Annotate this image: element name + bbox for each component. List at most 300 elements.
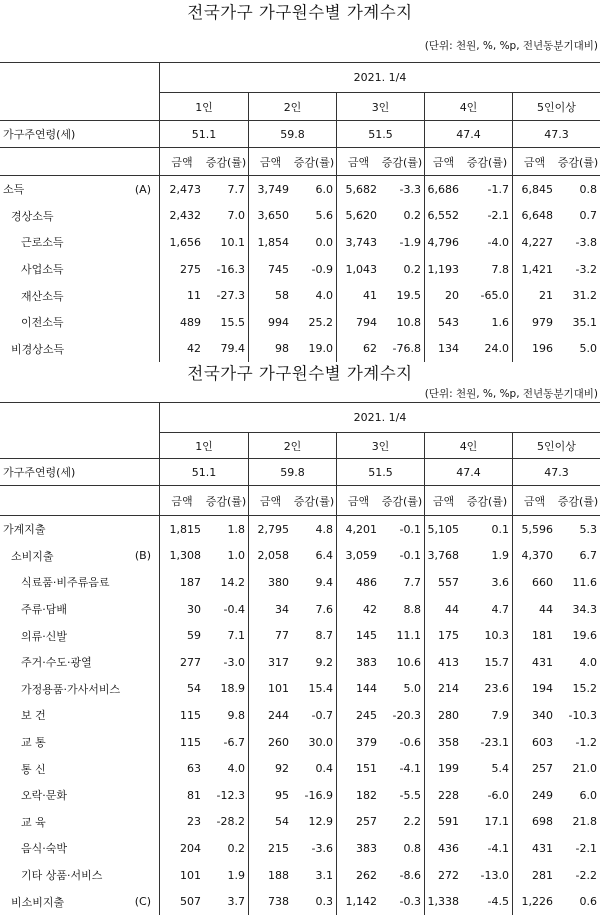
row-label-text: 비소비지출	[11, 895, 65, 909]
change-cell: 7.6	[315, 602, 333, 616]
change-cell: 12.9	[308, 815, 333, 829]
change-cell: 7.0	[227, 209, 245, 223]
change-cell: 7.7	[227, 182, 245, 196]
change-cell: 0.2	[403, 209, 421, 223]
age-value: 51.1	[160, 459, 248, 486]
row-label	[0, 862, 160, 889]
age-value: 47.3	[512, 121, 600, 148]
change-cell: -5.5	[399, 788, 421, 802]
change-cell: 8.8	[403, 602, 421, 616]
household-size-header: 4인	[424, 93, 512, 121]
amount-cell: 228	[424, 782, 462, 809]
period-header: 2021. 1/4	[160, 403, 600, 433]
amount-cell: 175	[424, 622, 462, 649]
change-header	[380, 148, 424, 176]
amount-cell: 1,815	[169, 522, 201, 536]
age-label-text: 가구주연령(세)	[3, 128, 76, 141]
change-cell: -0.4	[223, 602, 245, 616]
age-label-text: 가구주연령(세)	[3, 466, 76, 479]
change-header	[380, 486, 424, 516]
amount-cell: 101	[248, 676, 292, 703]
expenditure-table-title: 전국가구 가구원수별 가계수지	[187, 364, 413, 383]
row-label-text: 가계지출	[3, 523, 46, 537]
amount-cell: 1,142	[336, 888, 380, 915]
change-cell: -4.0	[487, 235, 509, 249]
age-value: 47.4	[424, 459, 512, 486]
row-label	[0, 282, 160, 309]
change-cell: 0.8	[403, 841, 421, 855]
change-cell: 17.1	[484, 815, 509, 829]
change-cell: -20.3	[392, 708, 421, 722]
change-cell: 21.0	[572, 762, 597, 776]
amount-cell: 260	[248, 729, 292, 756]
amount-cell: 42	[187, 342, 201, 356]
amount-cell: 44	[424, 596, 462, 623]
amount-cell: 77	[248, 622, 292, 649]
row-label-text: 보 건	[21, 709, 46, 723]
header-blank-cell	[0, 93, 160, 121]
expenditure-table-unit-note: (단위: 천원, %, %p, 전년동분기대비)	[424, 388, 598, 400]
amount-cell: 3,743	[336, 229, 380, 256]
change-cell: 3.7	[227, 895, 245, 909]
change-header-text: 증감(률)	[205, 494, 247, 508]
change-header	[556, 486, 600, 516]
change-cell: 19.6	[572, 629, 597, 643]
header-blank-cell	[0, 433, 160, 459]
row-label-text: 주거·수도·광열	[21, 656, 92, 670]
change-cell: -2.1	[487, 209, 509, 223]
row-label-text: 근로소득	[21, 236, 64, 250]
change-cell: 31.2	[572, 289, 597, 303]
change-cell: -23.1	[480, 735, 509, 749]
row-mark: (B)	[134, 549, 151, 563]
change-cell: 25.2	[308, 315, 333, 329]
amount-cell: 257	[512, 755, 556, 782]
change-cell: -6.0	[487, 788, 509, 802]
row-label-text: 의류·신발	[21, 629, 68, 643]
change-cell: 23.6	[484, 682, 509, 696]
household-size-header: 2인	[248, 93, 336, 121]
row-label-text: 이전소득	[21, 316, 64, 330]
amount-header: 금액	[160, 486, 204, 516]
amount-cell: 58	[248, 282, 292, 309]
change-cell: 4.0	[227, 762, 245, 776]
header-blank-cell	[0, 403, 160, 433]
change-cell: -65.0	[480, 289, 509, 303]
change-cell: 3.1	[315, 868, 333, 882]
household-size-header: 5인이상	[512, 433, 600, 459]
header-blank-cell	[0, 148, 160, 176]
change-cell: 0.6	[579, 895, 597, 909]
change-cell: 4.7	[491, 602, 509, 616]
change-header	[204, 148, 248, 176]
change-cell: 11.6	[572, 575, 597, 589]
change-cell: 6.4	[315, 549, 333, 563]
amount-cell: 54	[187, 682, 201, 696]
change-cell: 0.8	[579, 182, 597, 196]
change-cell: 35.1	[572, 315, 597, 329]
change-cell: 7.7	[403, 575, 421, 589]
amount-cell: 196	[512, 336, 556, 363]
amount-cell: 431	[512, 835, 556, 862]
row-label	[0, 702, 160, 729]
row-label	[0, 676, 160, 703]
amount-cell: 3,749	[248, 176, 292, 203]
change-cell: 10.8	[396, 315, 421, 329]
amount-header: 금액	[248, 486, 292, 516]
change-header-text: 증감(률)	[557, 494, 599, 508]
row-label	[0, 229, 160, 256]
amount-cell: 63	[187, 762, 201, 776]
age-label	[0, 459, 160, 486]
row-label	[0, 203, 160, 230]
change-cell: -10.3	[568, 708, 597, 722]
change-cell: 6.7	[579, 549, 597, 563]
age-value: 47.4	[424, 121, 512, 148]
change-cell: 9.4	[315, 575, 333, 589]
change-cell: 10.3	[484, 629, 509, 643]
amount-cell: 6,845	[512, 176, 556, 203]
amount-cell: 95	[248, 782, 292, 809]
row-mark: (A)	[134, 182, 151, 196]
amount-cell: 383	[336, 835, 380, 862]
change-cell: 7.1	[227, 629, 245, 643]
amount-cell: 1,656	[169, 235, 201, 249]
change-cell: 24.0	[484, 342, 509, 356]
change-cell: 19.0	[308, 342, 333, 356]
amount-cell: 436	[424, 835, 462, 862]
row-label-text: 재산소득	[21, 289, 64, 303]
change-cell: 0.3	[315, 895, 333, 909]
amount-cell: 431	[512, 649, 556, 676]
amount-cell: 4,796	[424, 229, 462, 256]
change-header-text: 증감(률)	[205, 155, 247, 169]
amount-cell: 5,620	[336, 203, 380, 230]
change-header-text: 증감(률)	[381, 155, 423, 169]
household-size-header: 3인	[336, 433, 424, 459]
amount-cell: 317	[248, 649, 292, 676]
row-label	[0, 569, 160, 596]
income-table-unit-note: (단위: 천원, %, %p, 전년동분기대비)	[424, 40, 598, 52]
amount-cell: 44	[512, 596, 556, 623]
row-label	[0, 782, 160, 809]
amount-cell: 5,105	[424, 516, 462, 543]
amount-cell: 2,795	[248, 516, 292, 543]
change-cell: 1.6	[491, 315, 509, 329]
amount-cell: 281	[512, 862, 556, 889]
amount-cell: 262	[336, 862, 380, 889]
amount-cell: 101	[180, 868, 201, 882]
change-cell: 5.6	[315, 209, 333, 223]
change-cell: 19.5	[396, 289, 421, 303]
change-header-text: 증감(률)	[293, 155, 335, 169]
change-cell: -27.3	[216, 289, 245, 303]
change-cell: 15.4	[308, 682, 333, 696]
change-cell: -3.3	[399, 182, 421, 196]
row-label	[0, 176, 160, 203]
row-label-text: 소비지출	[11, 549, 54, 563]
row-label-text: 오락·문화	[21, 789, 68, 803]
amount-cell: 244	[248, 702, 292, 729]
row-label-text: 비경상소득	[11, 342, 65, 356]
change-cell: -3.8	[575, 235, 597, 249]
amount-cell: 660	[512, 569, 556, 596]
amount-header: 금액	[248, 148, 292, 176]
row-label-text: 교 통	[21, 736, 46, 750]
change-cell: -3.6	[311, 841, 333, 855]
change-cell: -13.0	[480, 868, 509, 882]
row-label	[0, 729, 160, 756]
change-header	[292, 486, 336, 516]
amount-cell: 340	[512, 702, 556, 729]
change-cell: 79.4	[220, 342, 245, 356]
change-cell: -16.9	[304, 788, 333, 802]
household-size-header: 5인이상	[512, 93, 600, 121]
change-cell: 0.1	[491, 522, 509, 536]
row-label	[0, 596, 160, 623]
row-label-text: 식료품·비주류음료	[21, 576, 110, 590]
household-size-header: 2인	[248, 433, 336, 459]
change-header	[292, 148, 336, 176]
amount-cell: 1,308	[169, 549, 201, 563]
age-value: 47.3	[512, 459, 600, 486]
change-cell: 0.2	[227, 841, 245, 855]
amount-cell: 1,854	[248, 229, 292, 256]
age-value: 51.1	[160, 121, 248, 148]
amount-cell: 979	[512, 309, 556, 336]
amount-cell: 115	[180, 708, 201, 722]
amount-cell: 272	[424, 862, 462, 889]
amount-cell: 54	[248, 809, 292, 836]
change-cell: 3.6	[491, 575, 509, 589]
amount-cell: 698	[512, 809, 556, 836]
amount-cell: 379	[336, 729, 380, 756]
amount-cell: 115	[180, 735, 201, 749]
amount-cell: 5,596	[512, 516, 556, 543]
change-cell: 9.2	[315, 655, 333, 669]
change-cell: 0.0	[315, 235, 333, 249]
change-cell: -6.7	[223, 735, 245, 749]
amount-cell: 1,226	[512, 888, 556, 915]
amount-cell: 591	[424, 809, 462, 836]
amount-header: 금액	[512, 486, 556, 516]
amount-cell: 81	[187, 788, 201, 802]
amount-cell: 249	[512, 782, 556, 809]
amount-cell: 134	[424, 336, 462, 363]
change-header-text: 증감(률)	[557, 155, 599, 169]
amount-cell: 4,201	[336, 516, 380, 543]
age-label	[0, 121, 160, 148]
amount-cell: 275	[180, 262, 201, 276]
change-cell: 8.7	[315, 629, 333, 643]
change-cell: 14.2	[220, 575, 245, 589]
header-blank-cell	[0, 486, 160, 516]
amount-cell: 215	[248, 835, 292, 862]
change-cell: 7.9	[491, 708, 509, 722]
change-cell: 2.2	[403, 815, 421, 829]
header-blank-cell	[0, 63, 160, 93]
amount-cell: 194	[512, 676, 556, 703]
change-cell: 1.9	[227, 868, 245, 882]
amount-cell: 2,473	[169, 182, 201, 196]
amount-cell: 383	[336, 649, 380, 676]
change-cell: -8.6	[399, 868, 421, 882]
change-cell: 0.7	[579, 209, 597, 223]
change-cell: 34.3	[572, 602, 597, 616]
row-label	[0, 649, 160, 676]
row-label	[0, 516, 160, 543]
amount-cell: 5,682	[336, 176, 380, 203]
amount-cell: 1,193	[424, 256, 462, 283]
age-value: 59.8	[248, 121, 336, 148]
amount-cell: 738	[248, 888, 292, 915]
row-label-text: 음식·숙박	[21, 842, 68, 856]
age-value: 59.8	[248, 459, 336, 486]
row-label-text: 소득	[3, 183, 25, 197]
amount-cell: 188	[248, 862, 292, 889]
row-label	[0, 809, 160, 836]
change-cell: 30.0	[308, 735, 333, 749]
change-cell: -4.1	[487, 841, 509, 855]
amount-header: 금액	[160, 148, 204, 176]
household-size-header: 1인	[160, 433, 248, 459]
change-header	[462, 148, 512, 176]
change-cell: -2.1	[575, 841, 597, 855]
change-cell: 5.4	[491, 762, 509, 776]
amount-cell: 59	[187, 629, 201, 643]
change-cell: -4.1	[399, 762, 421, 776]
age-value: 51.5	[336, 121, 424, 148]
amount-cell: 557	[424, 569, 462, 596]
amount-cell: 187	[180, 575, 201, 589]
change-cell: 5.3	[579, 522, 597, 536]
amount-cell: 144	[336, 676, 380, 703]
change-header	[556, 148, 600, 176]
amount-cell: 20	[424, 282, 462, 309]
amount-cell: 6,686	[424, 176, 462, 203]
change-cell: 9.8	[227, 708, 245, 722]
amount-cell: 6,648	[512, 203, 556, 230]
change-cell: 11.1	[396, 629, 421, 643]
change-cell: -0.7	[311, 708, 333, 722]
change-cell: 1.8	[227, 522, 245, 536]
change-cell: -0.1	[399, 549, 421, 563]
change-cell: 4.0	[315, 289, 333, 303]
row-label-text: 기타 상품·서비스	[21, 869, 103, 883]
amount-cell: 3,059	[336, 543, 380, 570]
amount-cell: 4,370	[512, 543, 556, 570]
change-cell: -4.5	[487, 895, 509, 909]
amount-cell: 98	[248, 336, 292, 363]
amount-cell: 214	[424, 676, 462, 703]
change-cell: -3.2	[575, 262, 597, 276]
change-cell: 0.2	[403, 262, 421, 276]
amount-cell: 4,227	[512, 229, 556, 256]
row-mark: (C)	[134, 895, 151, 909]
change-cell: -1.9	[399, 235, 421, 249]
change-cell: 21.8	[572, 815, 597, 829]
amount-cell: 489	[180, 315, 201, 329]
income-table	[0, 62, 600, 362]
expenditure-table	[0, 402, 600, 915]
change-cell: 10.1	[220, 235, 245, 249]
amount-cell: 181	[512, 622, 556, 649]
amount-cell: 23	[187, 815, 201, 829]
amount-cell: 413	[424, 649, 462, 676]
change-cell: 0.4	[315, 762, 333, 776]
amount-header: 금액	[336, 486, 380, 516]
change-header-text: 증감(률)	[466, 494, 508, 508]
amount-cell: 21	[512, 282, 556, 309]
change-header-text: 증감(률)	[293, 494, 335, 508]
change-cell: -0.1	[399, 522, 421, 536]
change-cell: -1.2	[575, 735, 597, 749]
change-header-text: 증감(률)	[466, 155, 508, 169]
amount-header: 금액	[336, 148, 380, 176]
amount-cell: 1,421	[512, 256, 556, 283]
change-cell: 4.8	[315, 522, 333, 536]
row-label-text: 통 신	[21, 762, 46, 776]
amount-cell: 2,058	[248, 543, 292, 570]
amount-cell: 11	[187, 289, 201, 303]
amount-cell: 358	[424, 729, 462, 756]
amount-cell: 92	[248, 755, 292, 782]
amount-cell: 34	[248, 596, 292, 623]
change-cell: -76.8	[392, 342, 421, 356]
change-cell: 15.2	[572, 682, 597, 696]
change-cell: -12.3	[216, 788, 245, 802]
amount-cell: 42	[336, 596, 380, 623]
amount-cell: 199	[424, 755, 462, 782]
amount-cell: 1,043	[336, 256, 380, 283]
change-header-text: 증감(률)	[381, 494, 423, 508]
row-label	[0, 336, 160, 363]
age-value: 51.5	[336, 459, 424, 486]
amount-cell: 145	[336, 622, 380, 649]
change-cell: 1.9	[491, 549, 509, 563]
change-cell: -16.3	[216, 262, 245, 276]
row-label	[0, 835, 160, 862]
row-label-text: 주류·담배	[21, 603, 68, 617]
change-cell: -28.2	[216, 815, 245, 829]
amount-cell: 794	[336, 309, 380, 336]
amount-cell: 3,650	[248, 203, 292, 230]
amount-cell: 994	[248, 309, 292, 336]
amount-cell: 280	[424, 702, 462, 729]
amount-cell: 277	[180, 655, 201, 669]
change-cell: 5.0	[403, 682, 421, 696]
row-label	[0, 888, 160, 915]
amount-cell: 151	[336, 755, 380, 782]
household-size-header: 3인	[336, 93, 424, 121]
change-header	[462, 486, 512, 516]
amount-header: 금액	[424, 148, 462, 176]
row-label	[0, 256, 160, 283]
change-cell: -0.9	[311, 262, 333, 276]
change-cell: 7.8	[491, 262, 509, 276]
change-cell: -0.3	[399, 895, 421, 909]
amount-cell: 41	[336, 282, 380, 309]
change-cell: 10.6	[396, 655, 421, 669]
amount-cell: 182	[336, 782, 380, 809]
row-label-text: 가정용품·가사서비스	[21, 682, 121, 696]
change-cell: 15.7	[484, 655, 509, 669]
change-cell: 5.0	[579, 342, 597, 356]
amount-cell: 3,768	[424, 543, 462, 570]
change-cell: -2.2	[575, 868, 597, 882]
row-label	[0, 309, 160, 336]
change-cell: 1.0	[227, 549, 245, 563]
